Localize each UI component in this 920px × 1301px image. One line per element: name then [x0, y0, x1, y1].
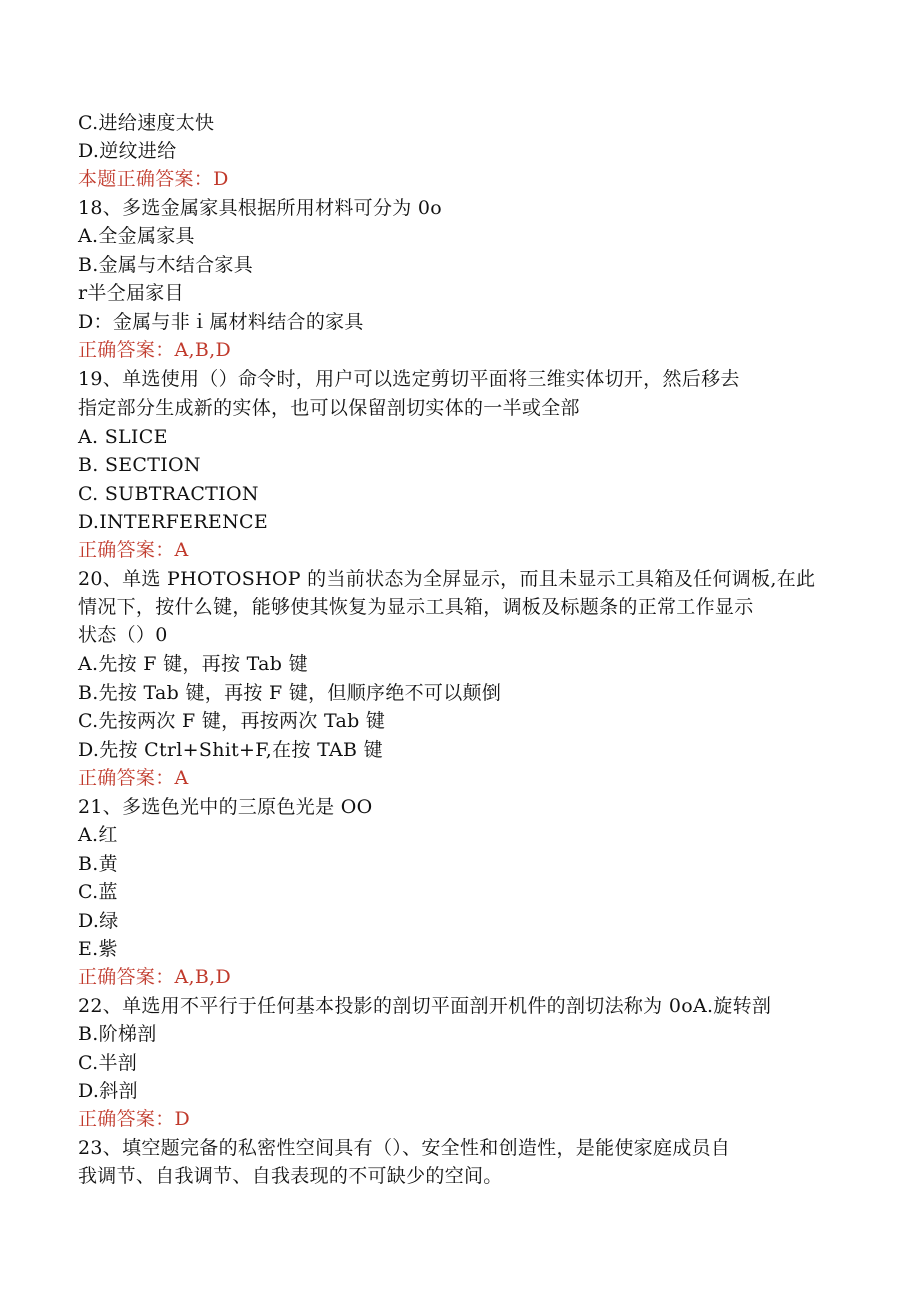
option-line: B.黄 — [78, 853, 118, 875]
answer-line — [78, 166, 229, 192]
question-line: 19、单选使用（）命令时，用户可以选定剪切平面将三维实体切开，然后移去 — [78, 368, 740, 390]
question-line: 21、多选色光中的三原色光是 OO — [78, 796, 373, 818]
option-line: A.全金属家具 — [78, 225, 195, 247]
option-line: D：金属与非ｉ属材料结合的家具 — [78, 311, 364, 333]
option-line: C.半剖 — [78, 1052, 138, 1074]
option-line: D.先按 Ctrl+Shit+F,在按 TAB 键 — [78, 739, 383, 761]
question-line: 我调节、自我调节、自我表现的不可缺少的空间。 — [78, 1165, 503, 1187]
option-line: D.逆纹进给 — [78, 140, 177, 162]
question-line: 指定部分生成新的实体，也可以保留剖切实体的一半或全部 — [78, 397, 580, 419]
option-line: E.紫 — [78, 938, 118, 960]
option-line: A. SLICE — [78, 426, 168, 448]
option-line: B.先按 Tab 键，再按 F 键，但顺序绝不可以颠倒 — [78, 682, 502, 704]
option-line: C.进给速度太快 — [78, 112, 215, 134]
answer-line: 正确答案：A — [78, 767, 189, 789]
option-line: D.绿 — [78, 910, 119, 932]
question-line: 23、填空题完备的私密性空间具有（）、安全性和创造性，是能使家庭成员自 — [78, 1137, 731, 1159]
question-line: 情况下，按什么键，能够使其恢复为显示工具箱，调板及标题条的正常工作显示 — [78, 596, 754, 618]
option-line: C.先按两次 F 键，再按两次 Tab 键 — [78, 710, 386, 732]
question-line: 22、单选用不平行于任何基本投影的剖切平面剖开机件的剖切法称为 0oA.旋转剖 — [78, 995, 772, 1017]
answer-line: 正确答案：A — [78, 539, 189, 561]
option-line: B. SECTION — [78, 454, 201, 476]
answer-text: 本题正确答案：D — [78, 168, 229, 190]
option-line: B.金属与木结合家具 — [78, 254, 254, 276]
answer-line: 正确答案：D — [78, 1108, 191, 1130]
question-line: 20、单选 PHOTOSHOP 的当前状态为全屏显示，而且未显示工具箱及任何调板,在此 — [78, 568, 816, 590]
option-line: C.蓝 — [78, 881, 118, 903]
answer-line: 正确答案：A,B,D — [78, 966, 231, 988]
option-line: r半仝届家目 — [78, 282, 184, 304]
option-line: C. SUBTRACTION — [78, 483, 259, 505]
option-line: D.INTERFERENCE — [78, 511, 269, 533]
question-line: 18、多选金属家具根据所用材料可分为 0o — [78, 197, 443, 219]
answer-line: 正确答案：A,B,D — [78, 339, 231, 361]
option-line: D.斜剖 — [78, 1080, 138, 1102]
option-line: A.红 — [78, 824, 118, 846]
option-line: B.阶梯剖 — [78, 1023, 157, 1045]
option-line: A.先按 F 键，再按 Tab 键 — [78, 653, 308, 675]
question-line: 状态（）0 — [78, 624, 168, 646]
